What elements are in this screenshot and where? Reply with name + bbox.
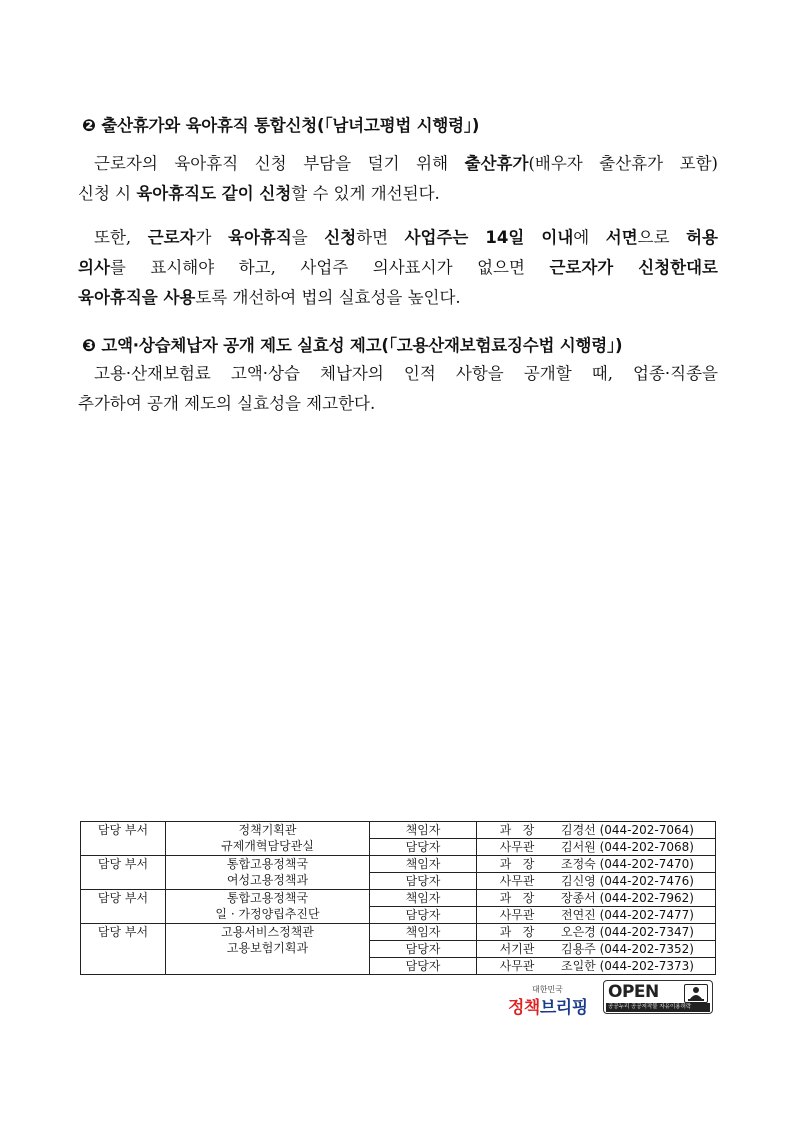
- dept-label-cell: 담당 부서: [81, 822, 166, 856]
- paragraph-line: 신청 시 육아휴직도 같이 신청할 수 있게 개선된다.: [78, 184, 440, 203]
- table-row: [81, 856, 716, 873]
- name-phone-cell: 김신영 (044-202-7476): [557, 873, 716, 890]
- role-cell: 담당자: [370, 941, 477, 958]
- name-phone-cell: 김서원 (044-202-7068): [557, 839, 716, 856]
- policy-briefing-logo: [508, 985, 596, 1018]
- section-2-paragraph-1: [78, 149, 718, 209]
- role-cell: 책임자: [370, 924, 477, 941]
- role-cell: 책임자: [370, 822, 477, 839]
- office-cell: 통합고용정책국 여성고용정책과: [166, 856, 370, 890]
- section-2-heading: [82, 112, 479, 136]
- role-cell: 책임자: [370, 856, 477, 873]
- position-cell: 서기관: [477, 941, 558, 958]
- position-cell: 과 장: [477, 924, 558, 941]
- role-cell: 책임자: [370, 890, 477, 907]
- section-2-title: 출산휴가와 육아휴직 통합신청(「남녀고평법 시행령」): [101, 116, 480, 135]
- dept-label-cell: 담당 부서: [81, 924, 166, 975]
- role-cell: 담당자: [370, 907, 477, 924]
- paragraph-line: 육아휴직을 사용토록 개선하여 법의 실효성을 높인다.: [78, 288, 461, 307]
- table-row: [81, 822, 716, 839]
- section-3-title: 고액·상습체납자 공개 제도 실효성 제고(「고용산재보험료징수법 시행령」): [101, 336, 623, 355]
- name-phone-cell: 김용주 (044-202-7352): [557, 941, 716, 958]
- briefing-logo-main-text: 정책브리핑: [508, 998, 588, 1018]
- paragraph-line: 추가하여 공개 제도의 실효성을 제고한다.: [78, 394, 376, 413]
- contact-table: [80, 821, 716, 975]
- name-phone-cell: 조정숙 (044-202-7470): [557, 856, 716, 873]
- dept-label-cell: 담당 부서: [81, 856, 166, 890]
- open-license-logo: [603, 980, 713, 1014]
- office-cell: 통합고용정책국 일 · 가정양립추진단: [166, 890, 370, 924]
- position-cell: 과 장: [477, 856, 558, 873]
- name-phone-cell: 전연진 (044-202-7477): [557, 907, 716, 924]
- position-cell: 사무관: [477, 907, 558, 924]
- name-phone-cell: 장종서 (044-202-7962): [557, 890, 716, 907]
- paragraph-line: 근로자의 육아휴직 신청 부담을 덜기 위해 출산휴가(배우자 출산휴가 포함): [94, 154, 718, 173]
- open-logo-word: OPEN: [608, 982, 659, 1002]
- section-2-paragraph-2: [78, 223, 718, 313]
- open-logo-subtext: 공공누리 공공저작물 자유이용허락: [606, 1003, 710, 1012]
- section-3-paragraph-1: [78, 359, 718, 419]
- office-cell: 정책기획관 규제개혁담당관실: [166, 822, 370, 856]
- table-row: [81, 890, 716, 907]
- section-2-number: ❷: [82, 116, 96, 135]
- name-phone-cell: 김경선 (044-202-7064): [557, 822, 716, 839]
- name-phone-cell: 오은경 (044-202-7347): [557, 924, 716, 941]
- paragraph-line: 의사를 표시해야 하고, 사업주 의사표시가 없으면 근로자가 신청한대로: [78, 258, 718, 277]
- office-cell: 고용서비스정책관 고용보험기획과: [166, 924, 370, 975]
- briefing-logo-small-text: 대한민국: [532, 985, 563, 994]
- paragraph-line: 고용·산재보험료 고액·상습 체납자의 인적 사항을 공개할 때, 업종·직종을: [94, 364, 718, 383]
- role-cell: 담당자: [370, 958, 477, 975]
- section-3-number: ❸: [82, 336, 96, 355]
- position-cell: 사무관: [477, 839, 558, 856]
- name-phone-cell: 조일한 (044-202-7373): [557, 958, 716, 975]
- paragraph-line: 또한, 근로자가 육아휴직을 신청하면 사업주는 14일 이내에 서면으로 허용: [94, 228, 718, 247]
- person-badge-icon: [684, 984, 708, 1003]
- dept-label-cell: 담당 부서: [81, 890, 166, 924]
- section-3-heading: [82, 332, 622, 356]
- position-cell: 과 장: [477, 890, 558, 907]
- table-row: [81, 924, 716, 941]
- role-cell: 담당자: [370, 873, 477, 890]
- position-cell: 사무관: [477, 873, 558, 890]
- position-cell: 사무관: [477, 958, 558, 975]
- position-cell: 과 장: [477, 822, 558, 839]
- role-cell: 담당자: [370, 839, 477, 856]
